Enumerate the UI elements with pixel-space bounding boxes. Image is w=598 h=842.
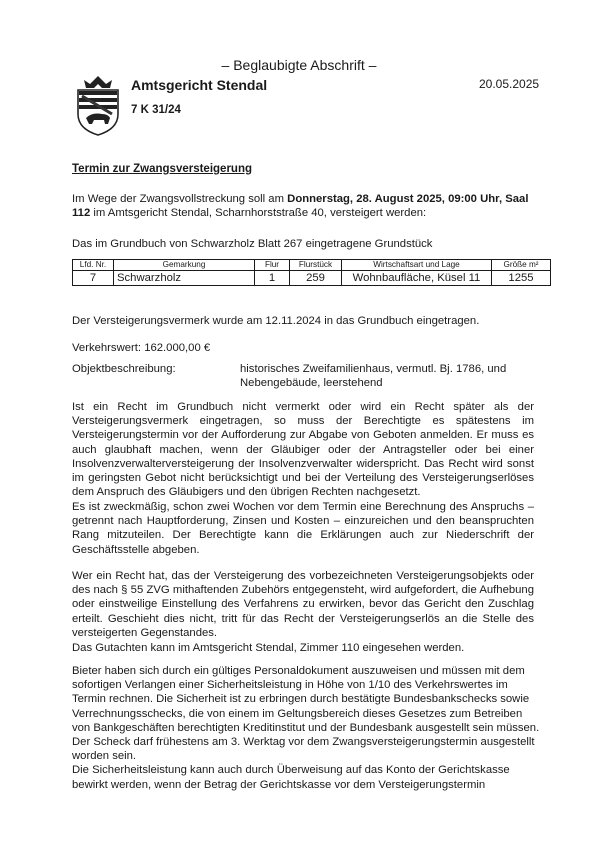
text-line: worden sein.	[72, 750, 137, 763]
table-header-row	[73, 260, 551, 271]
text-line: sofortigen Verlangen einer Sicherheitsleistung in Höhe von 1/10 des Verkehrswertes im	[72, 679, 508, 692]
auction-intro	[72, 192, 534, 220]
table-header-cell: Größe m²	[492, 260, 551, 271]
table-header-cell: Flur	[255, 260, 290, 271]
page-title: Termin zur Zwangsversteigerung	[72, 163, 252, 175]
text-line: Termin rechnen. Die Sicherheit ist zu erbringen durch bestätigte Bundesbankschecks sowie	[72, 693, 530, 706]
property-table	[72, 259, 551, 286]
table-header-cell: Lfd. Nr.	[73, 260, 114, 271]
table-header-cell: Gemarkung	[114, 260, 255, 271]
certified-copy-stamp: – Beglaubigte Abschrift –	[221, 57, 377, 73]
land-register-text: Das im Grundbuch von Schwarzholz Blatt 267 eingetragene Grundstück	[72, 238, 433, 250]
text-line: Verrechnungsschecks, die von einem im Geltungsbereich dieses Gesetzes zum Betreiben	[72, 707, 523, 720]
case-number: 7 K 31/24	[131, 104, 181, 116]
table-cell: 259	[290, 271, 342, 286]
text-line: von Bankgeschäften berechtigten Kreditinstitut und der Bundesbank ausgestellt sein müssen.	[72, 721, 540, 734]
intro-text: Im Wege der Zwangsvollstreckung soll am	[72, 193, 288, 205]
text-line: Die Sicherheitsleistung kann auch durch Überweisung auf das Konto der Gerichtskasse	[72, 764, 510, 777]
auction-date: Donnerstag, 28. August 2025, 09:00 Uhr, Saal 112	[72, 193, 529, 220]
document-date: 20.05.2025	[479, 77, 540, 91]
court-name: Amtsgericht Stendal	[131, 77, 268, 93]
market-value: Verkehrswert: 162.000,00 €	[72, 342, 211, 354]
auction-note: Der Versteigerungsvermerk wurde am 12.11.2024 in das Grundbuch eingetragen.	[72, 315, 480, 327]
table-row	[73, 271, 551, 286]
table-cell: Schwarzholz	[114, 271, 255, 286]
paragraph-claims: Es ist zweckmäßig, schon zwei Wochen vor dem Termin eine Berechnung des Anspruchs – getrennt nach Hauptforderung, Zinsen und Kosten – einzureichen und den beanspruchten Rang mitzuteilen. Der Berechtigte kann die Erklärungen auch zur Niederschrift der Geschäftsstelle abgeben.	[72, 501, 534, 556]
object-description-label: Objektbeschreibung:	[72, 363, 176, 375]
text-line: Bieter haben sich durch ein gültiges Personaldokument auszuweisen und müssen mit dem	[72, 665, 525, 677]
paragraph-objections: Wer ein Recht hat, das der Versteigerung des vorbezeichneten Versteigerungsobjekts oder des nach § 55 ZVG mithaftenden Zubehörs entgegensteht, wird aufgefordert, die Aufhebung oder einstweilige Einstellung des Verfahrens zu erwirken, bevor das Gericht den Zuschlag erteilt. Geschieht dies nicht, tritt für das Recht der Versteigerungserlös an die Stelle des versteigerten Gegenstandes.	[72, 570, 534, 639]
table-cell: Wohnbaufläche, Küsel 11	[342, 271, 492, 286]
intro-location: im Amtsgericht Stendal, Scharnhorststraße 40, versteigert werden:	[90, 207, 427, 220]
table-cell: 1	[255, 271, 290, 286]
table-header-cell: Wirtschaftsart und Lage	[342, 260, 492, 271]
text-line: Der Scheck darf frühestens am 3. Werktag vor dem Zwangsversteigerungstermin ausgestellt	[72, 736, 535, 749]
paragraph-bidder-security	[72, 664, 542, 792]
text-line: bewirkt werden, wenn der Betrag der Gerichtskasse vor dem Versteigerungstermin	[72, 778, 486, 791]
table-cell: 1255	[492, 271, 551, 286]
coat-of-arms-icon	[72, 74, 124, 136]
table-cell: 7	[73, 271, 114, 286]
table-header-cell: Flurstück	[290, 260, 342, 271]
object-description: historisches Zweifamilienhaus, vermutl. Bj. 1786, und Nebengebäude, leerstehend	[240, 363, 507, 390]
paragraph-rights: Ist ein Recht im Grundbuch nicht vermerkt oder wird ein Recht später als der Versteigerungsvermerk eingetragen, so muss der Berechtigte es spätestens im Versteigerungstermin vor der Aufforderung zur Abgabe von Geboten anmelden. Er muss es auch glaubhaft machen, wenn der Gläubiger oder der Antragsteller oder bei einer Insolvenzverwalterversteigerung der Insolvenzverwalter widerspricht. Das Recht wird sonst im geringsten Gebot nicht berücksichtigt und bei der Verteilung des Versteigerungserlöses dem Anspruch des Gläubigers und den übrigen Rechten nachgesetzt.	[72, 401, 534, 499]
paragraph-appraisal: Das Gutachten kann im Amtsgericht Stendal, Zimmer 110 eingesehen werden.	[72, 642, 465, 654]
